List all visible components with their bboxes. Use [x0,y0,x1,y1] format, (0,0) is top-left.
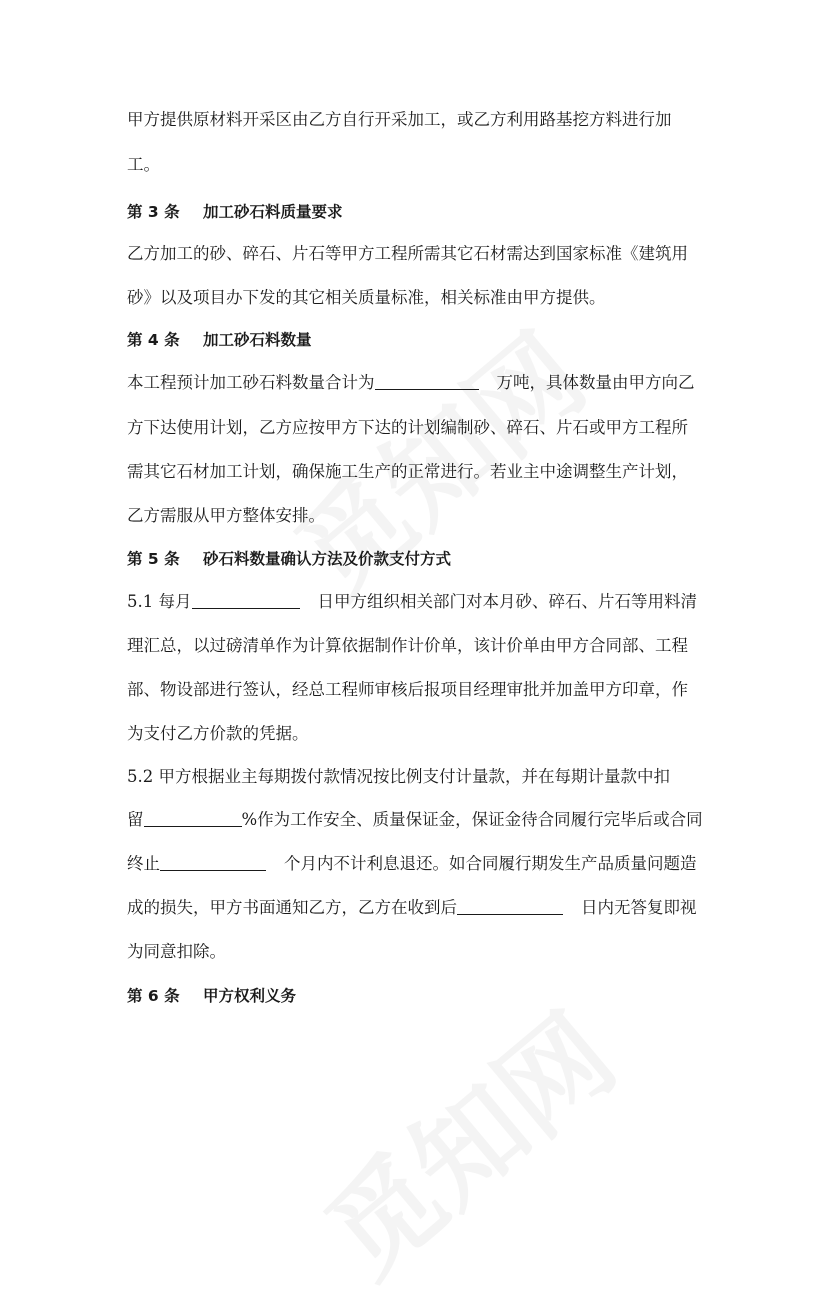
paragraph-line: 工。 [127,155,160,174]
paragraph-line: 5.1 每月 日甲方组织相关部门对本月砂、碎石、片石等用料清 [127,592,697,611]
paragraph-line: 成的损失，甲方书面通知乙方，乙方在收到后 日内无答复即视 [127,898,697,917]
paragraph-line: 乙方加工的砂、碎石、片石等甲方工程所需其它石材需达到国家标准《建筑用 [127,244,688,263]
section-title: 砂石料数量确认方法及价款支付方式 [203,550,452,568]
paragraph-line: 本工程预计加工砂石料数量合计为 万吨，具体数量由甲方向乙 [127,373,695,392]
section-title: 甲方权利义务 [203,987,297,1005]
section-number: 第 4 条 [127,331,180,349]
fill-in-blank [160,852,266,871]
fill-in-blank [144,808,242,827]
watermark [288,972,642,1305]
paragraph-line: 5.2 甲方根据业主每期拨付款情况按比例支付计量款，并在每期计量款中扣 [127,767,670,786]
paragraph-line: 理汇总，以过磅清单作为计算依据制作计价单，该计价单由甲方合同部、工程 [127,636,688,655]
paragraph-line: 甲方提供原材料开采区由乙方自行开采加工，或乙方利用路基挖方料进行加 [127,110,672,129]
paragraph-line: 砂》以及项目办下发的其它相关质量标准，相关标准由甲方提供。 [127,288,606,307]
section-heading-4 [127,328,312,352]
fill-in-blank [192,590,300,609]
section-number: 第 3 条 [127,203,180,221]
section-number: 第 6 条 [127,987,180,1005]
paragraph-line: 为同意扣除。 [127,942,226,961]
section-number: 第 5 条 [127,550,180,568]
fill-in-blank [457,896,563,915]
section-heading-6 [127,984,296,1008]
paragraph-line: 部、物设部进行签认，经总工程师审核后报项目经理审批并加盖甲方印章，作 [127,680,688,699]
section-title: 加工砂石料质量要求 [203,203,343,221]
fill-in-blank [375,371,479,390]
paragraph-line: 需其它石材加工计划，确保施工生产的正常进行。若业主中途调整生产计划， [127,462,688,481]
paragraph-line: 终止 个月内不计利息退还。如合同履行期发生产品质量问题造 [127,854,697,873]
paragraph-line: 乙方需服从甲方整体安排。 [127,506,325,525]
section-heading-5 [127,547,451,571]
section-heading-3 [127,200,343,224]
section-title: 加工砂石料数量 [203,331,312,349]
paragraph-line: 为支付乙方价款的凭据。 [127,724,309,743]
paragraph-line: 方下达使用计划，乙方应按甲方下达的计划编制砂、碎石、片石或甲方工程所 [127,418,688,437]
paragraph-line: 留 %作为工作安全、质量保证金，保证金待合同履行完毕后或合同 [127,810,703,829]
